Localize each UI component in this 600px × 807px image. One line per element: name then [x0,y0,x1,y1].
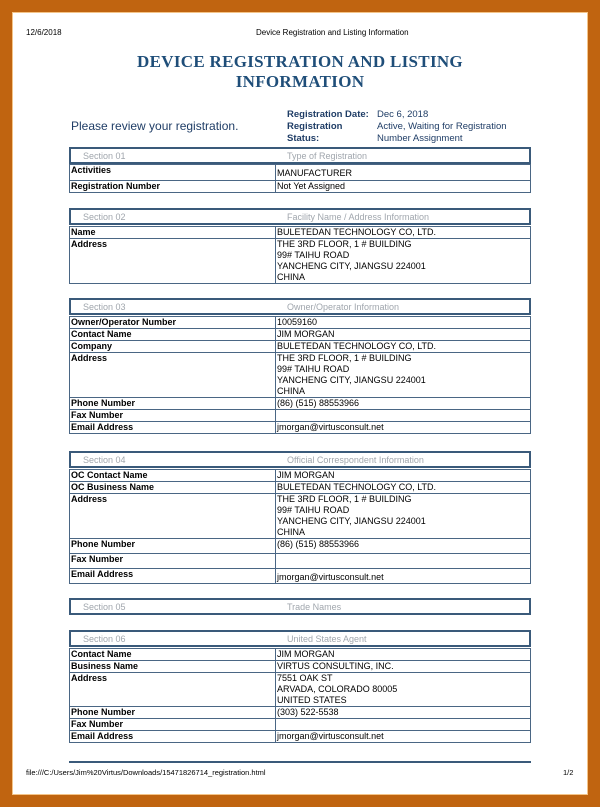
field-value: MANUFACTURER [276,165,531,181]
field-value: JIM MORGAN [276,329,531,341]
section-title: United States Agent [287,634,367,644]
section-06-table [69,648,531,743]
registration-status-label: Registration Status: [287,121,343,144]
section-number: Section 06 [83,634,126,644]
section-02-header [69,208,531,225]
section-title: Owner/Operator Information [287,302,400,312]
field-label: Phone Number [70,539,276,554]
table-row [70,539,531,554]
field-label: OC Business Name [70,482,276,494]
table-row [70,341,531,353]
field-value: 10059160 [276,317,531,329]
field-label: Address [70,673,276,707]
table-row [70,482,531,494]
field-value: BULETEDAN TECHNOLOGY CO, LTD. [276,482,531,494]
page-number: 1/2 [563,768,574,777]
field-label: Contact Name [70,329,276,341]
field-label: Business Name [70,661,276,673]
table-row [70,410,531,422]
section-title: Facility Name / Address Information [287,212,430,222]
table-row [70,422,531,434]
field-label: Phone Number [70,707,276,719]
table-row [70,181,531,193]
table-row [70,707,531,719]
print-title: Device Registration and Listing Information [256,28,409,37]
page-title [12,52,588,92]
address-value: 7551 OAK ST ARVADA, COLORADO 80005 UNITED STATES [276,673,531,707]
table-row [70,398,531,410]
field-value [276,719,531,731]
table-row [70,227,531,239]
field-label: Email Address [70,422,276,434]
registration-status-value: Active, Waiting for Registration Number Assignment [377,121,507,144]
table-row [70,165,531,181]
table-row [70,329,531,341]
field-label: Email Address [70,731,276,743]
print-date: 12/6/2018 [26,28,62,37]
table-row [70,719,531,731]
table-row [70,470,531,482]
section-03-table [69,316,531,434]
section-04-table [69,469,531,584]
section-title: Trade Names [287,602,342,612]
field-label: Address [70,239,276,284]
field-value: (86) (515) 88553966 [276,398,531,410]
table-row [70,673,531,707]
field-label: OC Contact Name [70,470,276,482]
field-value: JIM MORGAN [276,649,531,661]
field-label: Address [70,353,276,398]
registration-date-label: Registration Date: [287,109,369,120]
field-label: Activities [70,165,276,181]
field-label: Fax Number [70,554,276,569]
table-row [70,661,531,673]
section-number: Section 04 [83,455,126,465]
page-title-line-2: INFORMATION [235,72,365,91]
table-row [70,554,531,569]
field-label: Fax Number [70,719,276,731]
section-number: Section 02 [83,212,126,222]
field-value: BULETEDAN TECHNOLOGY CO, LTD. [276,227,531,239]
section-02-table [69,226,531,284]
email-value: jmorgan@virtusconsult.net [276,731,531,743]
section-number: Section 03 [83,302,126,312]
field-label: Company [70,341,276,353]
field-label: Registration Number [70,181,276,193]
field-value: VIRTUS CONSULTING, INC. [276,661,531,673]
section-title: Official Correspondent Information [287,455,424,465]
field-value: BULETEDAN TECHNOLOGY CO, LTD. [276,341,531,353]
section-01-table [69,164,531,193]
field-label: Address [70,494,276,539]
section-05-header [69,598,531,615]
email-value: jmorgan@virtusconsult.net [276,569,531,584]
section-number: Section 01 [83,151,126,161]
table-row [70,317,531,329]
address-value: THE 3RD FLOOR, 1 # BUILDING 99# TAIHU ROAD YANCHENG CITY, JIANGSU 224001 CHINA [276,239,531,284]
section-06-header [69,630,531,647]
field-label: Fax Number [70,410,276,422]
field-label: Contact Name [70,649,276,661]
table-row [70,569,531,584]
section-divider [69,761,531,763]
table-row [70,494,531,539]
field-label: Owner/Operator Number [70,317,276,329]
registration-date-value: Dec 6, 2018 [377,109,429,120]
field-value [276,554,531,569]
section-title: Type of Registration [287,151,368,161]
field-value: (86) (515) 88553966 [276,539,531,554]
table-row [70,239,531,284]
section-03-header [69,298,531,315]
address-value: THE 3RD FLOOR, 1 # BUILDING 99# TAIHU ROAD YANCHENG CITY, JIANGSU 224001 CHINA [276,353,531,398]
review-instruction: Please review your registration. [71,119,239,133]
table-row [70,731,531,743]
field-value: Not Yet Assigned [276,181,531,193]
field-value [276,410,531,422]
print-file-path: file:///C:/Users/Jim%20Virtus/Downloads/15471826714_registration.html [26,768,266,777]
section-number: Section 05 [83,602,126,612]
document-page [12,12,588,795]
section-01-header [69,147,531,164]
section-04-header [69,451,531,468]
field-label: Name [70,227,276,239]
email-value: jmorgan@virtusconsult.net [276,422,531,434]
field-value: (303) 522-5538 [276,707,531,719]
field-label: Phone Number [70,398,276,410]
page-title-line-1: DEVICE REGISTRATION AND LISTING [137,52,463,71]
field-label: Email Address [70,569,276,584]
table-row [70,649,531,661]
table-row [70,353,531,398]
address-value: THE 3RD FLOOR, 1 # BUILDING 99# TAIHU ROAD YANCHENG CITY, JIANGSU 224001 CHINA [276,494,531,539]
field-value: JIM MORGAN [276,470,531,482]
registration-summary [287,109,517,145]
